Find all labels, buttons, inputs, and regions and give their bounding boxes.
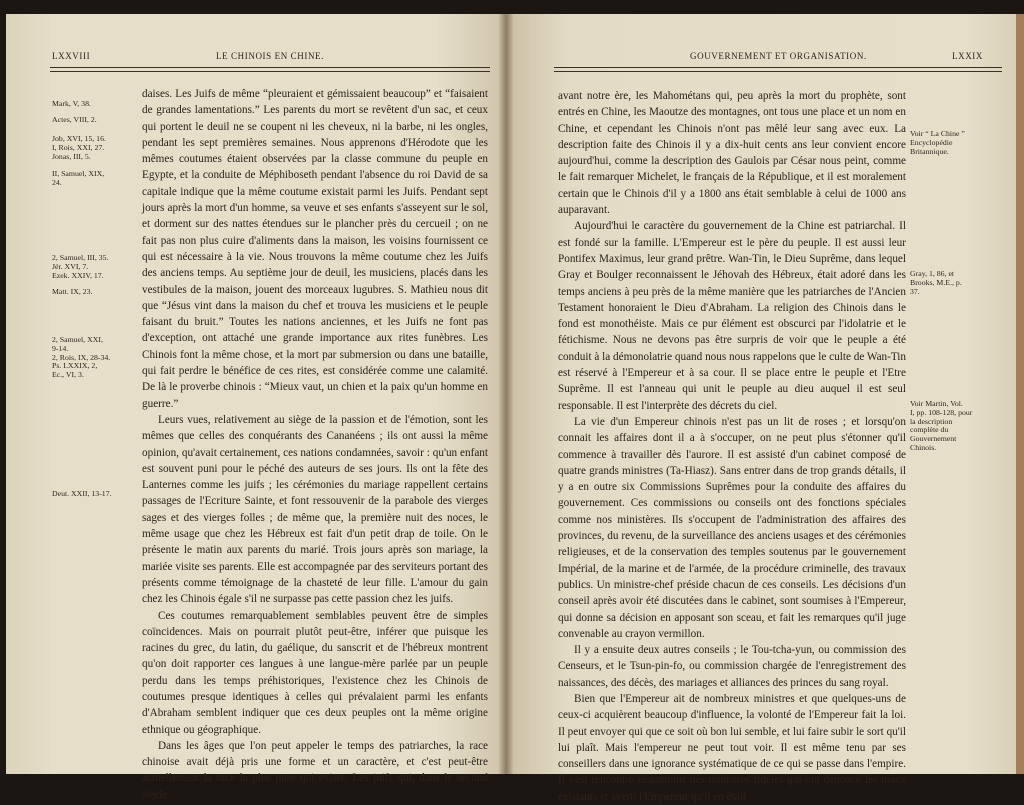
right-body-text (558, 88, 906, 805)
right-running-title: GOUVERNEMENT ET ORGANISATION. (690, 51, 867, 61)
right-page (506, 14, 1018, 803)
margin-note: Matt. IX, 23. (52, 287, 93, 296)
paragraph: Leurs vues, relativement au siège de la passion et de l'émotion, sont les mêmes que celles des conquérants des Cananéens ; ils ont aussi la même opinion, qu'avait certainement, ces nations condamnées, savoir : qu'un enfant est souvent puni pour le péché des auteurs de ses jours. Ils ont la fête des Lanternes comme les juifs ; les cérémonies du mariage rappellent certains passages de l'Ecriture Sainte, et font ressouvenir de la parabole des vierges sages et des vierges folles ; de même que, la première nuit des noces, le même usage que chez les Hébreux est fait d'un petit drap de toile. On le présente le matin aux parents du marié. Trois jours après son mariage, la mariée visite ses parents. Elle est accompagnée par des serviteurs portant des présents comme témoignage de la chasteté de leur fille. L'amour du gain chez les Chinois égale s'il ne surpasse pas cette passion chez les juifs. (142, 413, 488, 606)
left-margin-notes (52, 100, 142, 520)
paragraph: La vie d'un Empereur chinois n'est pas un lit de roses ; et lorsqu'on connait les affaires dont il a à s'occuper, on ne peut plus s'étonner qu'il commence à travailler dès l'aurore. Il est assisté d'un cabinet composé de quatre grands ministres (Ta-Hiasz). Sans entrer dans de trop grands détails, il y a en outre six Commissions Suprêmes pour la conduite des affaires du gouvernement. Ces commissions ou conseils ont des fonctions spéciales comme nos ministères. Ils s'occupent de l'administration des affaires des provinces, du revenu, de la surveillance des anciens usages et des cérémonies religieuses, et de la conservation des temples soutenus par le gouvernement Impérial, de la marine et de l'armée, de la procédure criminelle, des travaux publics. Un ministre-chef préside chacun de ces conseils. Les décisions d'un conseil après avoir été discutées dans le cabinet, sont soumises à l'Empereur, qui donne sa décision en apposant son sceau, et fait les remarques qu'il juge convenable au crayon vermillon. (558, 415, 906, 640)
margin-note: 2, Samuel, XXI, 9-14. 2, Rois, IX, 28-34. Ps. LXXIX, 2, Ec., VI, 3. (52, 335, 111, 380)
margin-note: Actes, VIII, 2. (52, 115, 97, 124)
left-running-title: LE CHINOIS EN CHINE. (216, 51, 324, 61)
page-edge (1016, 14, 1024, 774)
left-header-rule (50, 67, 490, 72)
paragraph: Il y a ensuite deux autres conseils ; le Tou-tcha-yun, ou commission des Censeurs, et le Tsun-pin-fo, ou commission chargée de l'enregistrement des naissances, des décès, des mariages et alliances des princes du sang royal. (558, 644, 906, 689)
right-margin-notes (910, 130, 1002, 450)
margin-note: Deut. XXII, 13-17. (52, 489, 112, 498)
left-page (6, 14, 506, 801)
paragraph: Dans les âges que l'on peut appeler le temps des patriarches, la race chinoise avait déjà pris une forme et un caractère, et c'est peut-être actuellement la race la plus pure qui existe. Les juifs qui, dans le second siècle (142, 739, 488, 801)
margin-note: Voir Martin, Vol. I, pp. 108-128, pour la description complète du Gouvernement Chinois. (910, 399, 973, 452)
margin-note: II, Samuel, XIX, 24. (52, 169, 105, 187)
left-body-text (142, 86, 488, 803)
margin-note: Voir “ La Chine ” Encyclopédie Britannique. (910, 129, 965, 156)
margin-note: 2, Samuel, III, 35. Jér. XVI, 7. Ezek. XXIV, 17. (52, 253, 109, 280)
paragraph: Aujourd'hui le caractère du gouvernement de la Chine est patriarchal. Il est fondé sur la famille. L'Empereur est le père du peuple. Il est aussi leur Pontifex Maximus, leur grand prêtre. Wan-Tin, le Dieu Suprême, dans lequel Gray et Boulger reconnaissent le Jéhovah des Hébreux, était adoré dans les temps anciens à peu près de la même manière que les patriarches de l'Ancien Testament honoraient le Dieu d'Abraham. La religion des Chinois dans le fond est monothéiste. Mais ce pur élément est obscurci par l'idolatrie et le fétichisme. Nous ne devons pas être surpris de voir que le peuple a été conduit à la démonolatrie quand nous nous rappelons que le culte de Wan-Tin est réservé à l'Empereur et à sa cour. Il se place entre le peuple et l'Etre Suprême. Il est l'anneau qui unit le peuple au dieu auquel il est seul responsable. Il est l'interprète des décrets du ciel. (558, 220, 906, 412)
paragraph: Ces coutumes remarquablement semblables peuvent être de simples coïncidences. Mais on pourrait plutôt peut-être, inférer que puisque les racines du grec, du latin, du gaélique, du sanscrit et de l'hébreux montrent qu'on doit rapporter ces langues à une langue-mère parlée par un peuple perdu dans les temps préhistoriques, l'existence chez les Chinois de coutumes presque identiques à celles qui prévalaient parmi les enfants d'Abraham semblent indiquer que ces deux peuples ont la même origine ethnique ou géographique. (142, 609, 488, 736)
margin-note: Job, XVI, 15, 16. I, Rois, XXI, 27. Jonas, III, 5. (52, 134, 106, 161)
left-page-number: LXXVIII (52, 51, 91, 61)
margin-note: Gray, 1, 86, et Brooks, M.E., p. 37. (910, 269, 962, 296)
margin-note: Mark, V, 38. (52, 99, 91, 108)
right-page-number: LXXIX (952, 51, 983, 61)
paragraph: avant notre ère, les Mahométans qui, peu après la mort du prophète, sont entrés en Chine, les Maoutze des montagnes, ont tous une place et un nom en Chine, et cependant les Chinois n'ont pas mêlé leur sang avec eux. La description faite des Chinois il y a dix-huit cents ans leur convient encore aujourd'hui, comme la description des Gaulois par César nous peint, comme le fait remarquer Michelet, le français de la République, et il est moralement certain que le Chinois d'il y a 1800 ans était semblable à celui de 1000 ans auparavant. (558, 90, 906, 217)
right-header-rule (554, 67, 1002, 72)
paragraph: Bien que l'Empereur ait de nombreux ministres et que quelques-uns de ceux-ci acquièrent beaucoup d'influence, la volonté de l'Empereur fait la loi. Il peut envoyer qui que ce soit où bon lui semble, et lui faire subir le sort qu'il lui plaît. Mais l'empereur ne peut tout voir. Il est même tenu par ses conseillers dans une ignorance systématique de ce qui se passe dans l'empire. Il s'est rencontré néanmoins des ministres fidèles qui ont dénoncé les maux existants et averti l'Empereur qu'il en était (558, 692, 906, 803)
paragraph: daises. Les Juifs de même “pleuraient et gémissaient beaucoup” et “faisaient de grandes lamentations.” Les parents du mort se revêtent d'un sac, et ceux qui portent le deuil ne se coupent ni les cheveux, ni la barbe, ni les ongles, pendant les sept premières semaines. Nous apprenons d'Hérodote que les mêmes coutumes étaient observées par la classe commune du peuple en Egypte, et la conduite de Méphiboseth pendant l'absence du roi David de sa capitale indique que la même coutume existait parmi les Juifs. Pendant sept jours après la mort d'un homme, sa veuve et ses enfants s'asseyent sur le sol, et dorment sur des nattes étendues sur le plancher près du cercueil ; on ne fait pas non plus cuire d'aliments dans la maison, les voisins fournissent ce qui est nécessaire à la vie. Nous trouvons la même coutume chez les Juifs des anciens temps. Au septième jour de deuil, les musiciens, placés dans les vestibules de la maison, jouent des morceaux lugubres. S. Mathieu nous dit que “Jésus vint dans la maison du chef et trouva les musiciens et le peuple faisant du bruit.” Toutes les nations anciennes, et les Juifs ne font pas d'exception, ont attaché une grande importance aux rites funèbres. Les Chinois font la même chose, et la mort par submersion ou dans une bataille, qui fait perdre le bénéfice de ces rites, est considérée comme une calamité. De là le proverbe chinois : “Mieux vaut, un chien et la paix qu'un homme en guerre.” (142, 88, 488, 410)
book-gutter (498, 14, 514, 774)
